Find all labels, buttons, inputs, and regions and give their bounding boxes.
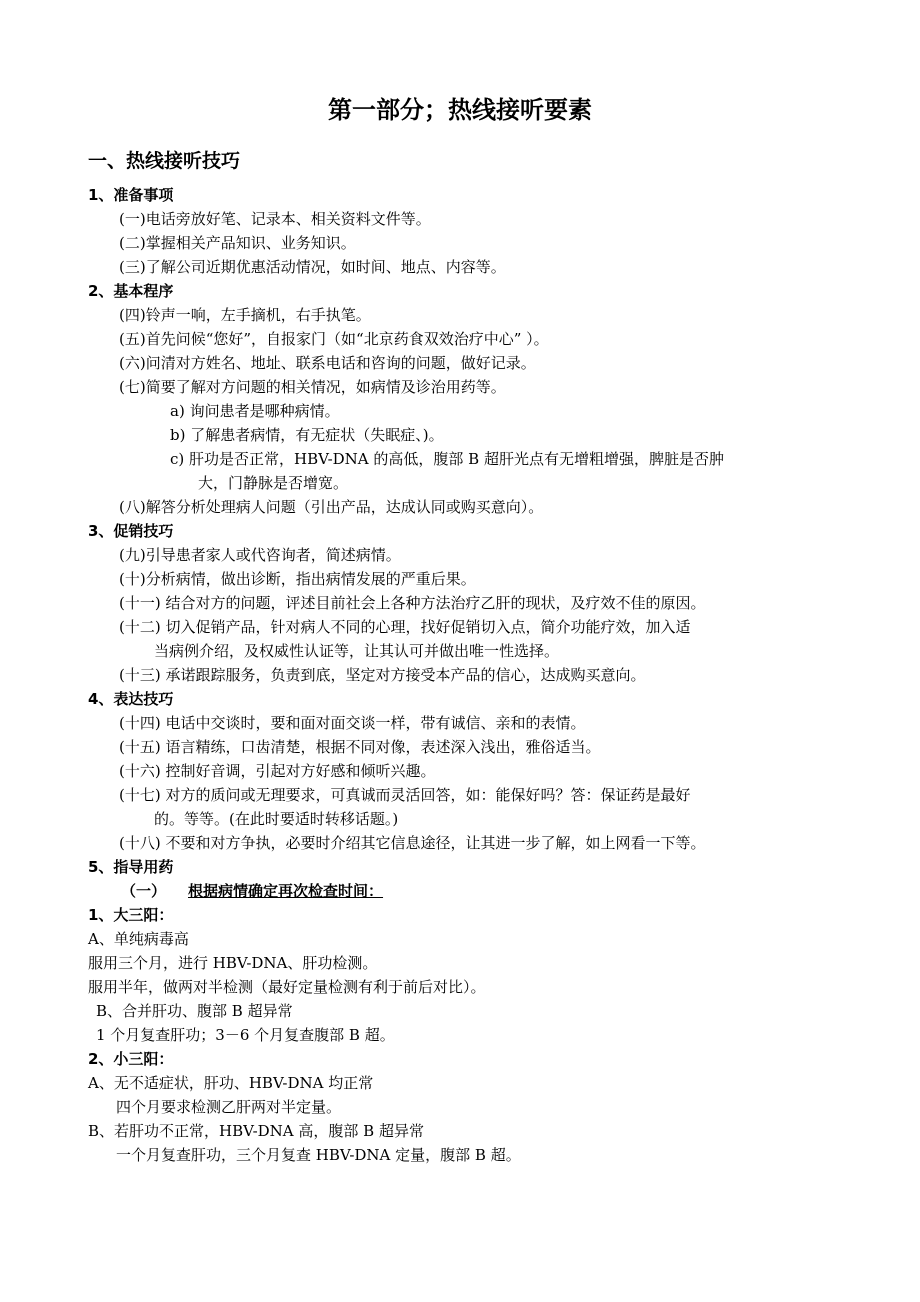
list-item: (十三) 承诺跟踪服务，负责到底，坚定对方接受本产品的信心，达成购买意向。 bbox=[119, 666, 646, 684]
list-item: (二)掌握相关产品知识、业务知识。 bbox=[119, 234, 356, 252]
document-body bbox=[88, 183, 848, 1167]
heading-basic-procedure: 2、基本程序 bbox=[88, 282, 174, 300]
sub-list-item: b) 了解患者病情，有无症状（失眠症、)。 bbox=[170, 426, 444, 444]
list-item: (四)铃声一响，左手摘机，右手执笔。 bbox=[119, 306, 371, 324]
list-item: (六)问清对方姓名、地址、联系电话和咨询的问题，做好记录。 bbox=[119, 354, 536, 372]
list-item: (三)了解公司近期优惠活动情况，如时间、地点、内容等。 bbox=[119, 258, 506, 276]
list-item-continuation: 的。等等。(在此时要适时转移话题。) bbox=[154, 810, 399, 828]
list-item: (十七) 对方的质问或无理要求，可真诚而灵活回答，如：能保好吗？答：保证药是最好 bbox=[119, 786, 691, 804]
text-line: 服用半年，做两对半检测（最好定量检测有利于前后对比）。 bbox=[88, 978, 486, 996]
sub-heading-number: （一） bbox=[121, 882, 167, 900]
list-item: (五)首先问候“您好”，自报家门（如“北京药食双效治疗中心” ）。 bbox=[119, 330, 549, 348]
list-item: (一)电话旁放好笔、记录本、相关资料文件等。 bbox=[119, 210, 431, 228]
text-line: 四个月要求检测乙肝两对半定量。 bbox=[116, 1098, 342, 1116]
heading-small-three-positive: 2、小三阳： bbox=[88, 1050, 174, 1068]
sub-list-item: c) 肝功是否正常，HBV-DNA 的高低，腹部 B 超肝光点有无增粗增强，脾脏是否肿 bbox=[170, 450, 724, 468]
text-line: 一个月复查肝功，三个月复查 HBV-DNA 定量，腹部 B 超。 bbox=[116, 1146, 521, 1164]
text-line: 1 个月复查肝功；3－6 个月复查腹部 B 超。 bbox=[96, 1026, 395, 1044]
text-line: A、单纯病毒高 bbox=[88, 930, 189, 948]
sub-list-item-continuation: 大，门静脉是否增宽。 bbox=[198, 474, 349, 492]
heading-promotion: 3、促销技巧 bbox=[88, 522, 174, 540]
heading-expression: 4、表达技巧 bbox=[88, 690, 174, 708]
text-line: 服用三个月，进行 HBV-DNA、肝功检测。 bbox=[88, 954, 378, 972]
text-line: B、若肝功不正常，HBV-DNA 高，腹部 B 超异常 bbox=[88, 1122, 424, 1140]
sub-heading-text: 根据病情确定再次检查时间： bbox=[188, 882, 384, 900]
list-item: (九)引导患者家人或代咨询者，简述病情。 bbox=[119, 546, 401, 564]
heading-medication-guidance: 5、指导用药 bbox=[88, 858, 174, 876]
list-item: (十五) 语言精练，口齿清楚，根据不同对像，表述深入浅出，雅俗适当。 bbox=[119, 738, 601, 756]
list-item: (十八) 不要和对方争执，必要时介绍其它信息途径，让其进一步了解，如上网看一下等。 bbox=[119, 834, 706, 852]
list-item: (十)分析病情，做出诊断，指出病情发展的严重后果。 bbox=[119, 570, 476, 588]
list-item: (十四) 电话中交谈时，要和面对面交谈一样，带有诚信、亲和的表情。 bbox=[119, 714, 586, 732]
heading-big-three-positive: 1、大三阳： bbox=[88, 906, 174, 924]
heading-preparation: 1、准备事项 bbox=[88, 186, 174, 204]
text-line: B、合并肝功、腹部 B 超异常 bbox=[96, 1002, 293, 1020]
sub-heading bbox=[88, 879, 848, 903]
text-line: A、无不适症状，肝功、HBV-DNA 均正常 bbox=[88, 1074, 374, 1092]
list-item: (八)解答分析处理病人问题（引出产品，达成认同或购买意向）。 bbox=[119, 498, 544, 516]
list-item: (十六) 控制好音调，引起对方好感和倾听兴趣。 bbox=[119, 762, 436, 780]
page-title: 第一部分；热线接听要素 bbox=[328, 96, 592, 124]
list-item: (七)简要了解对方问题的相关情况，如病情及诊治用药等。 bbox=[119, 378, 506, 396]
list-item-continuation: 当病例介绍，及权威性认证等，让其认可并做出唯一性选择。 bbox=[154, 642, 560, 660]
list-item: (十二) 切入促销产品，针对病人不同的心理，找好促销切入点，简介功能疗效，加入适 bbox=[119, 618, 691, 636]
sub-list-item: a) 询问患者是哪种病情。 bbox=[170, 402, 340, 420]
section-heading-1: 一、热线接听技巧 bbox=[88, 150, 241, 172]
list-item: (十一) 结合对方的问题，评述目前社会上各种方法治疗乙肝的现状，及疗效不佳的原因。 bbox=[119, 594, 706, 612]
